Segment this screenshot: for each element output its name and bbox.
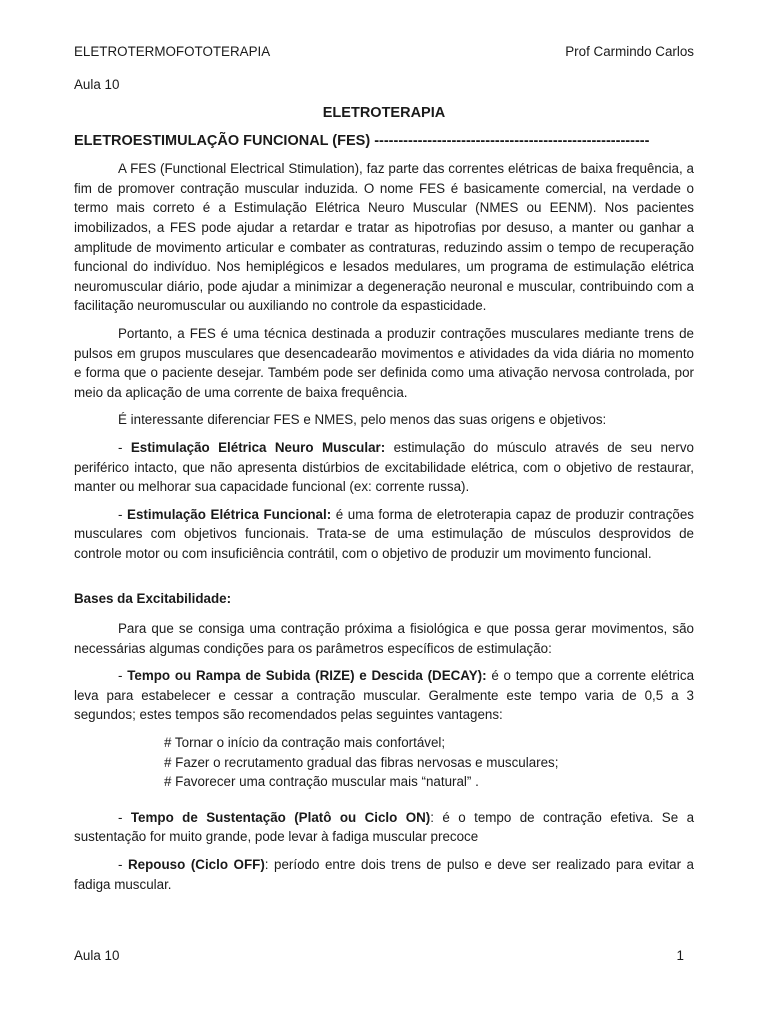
paragraph-fes-intro: A FES (Functional Electrical Stimulation), faz parte das correntes elétricas de baixa frequência, a fim de promover contração muscular induzida. O nome FES é basicamente comercial, na verdade o termo mais correto é a Estimulação Elétrica Neuro Muscular (NMES ou EENM). Nos pacientes imobilizados, a FES pode ajudar a retardar e tratar as hipotrofias por desuso, a manter ou ganhar a amplitude de movimento articular e combater as contraturas, reduzindo assim o tempo de recuperação funcional do indivíduo. Nos hemiplégicos e lesados medulares, um programa de estimulação elétrica neuromuscular diário, pode ajudar a minimizar a degeneração neuronal e muscular, contribuindo com a facilitação neuromuscular ou auxiliando no controle da espasticidade. [74,161,694,314]
advantages-list [164,733,694,792]
term-rest: Repouso (Ciclo OFF) [128,857,265,872]
dash: - [118,668,128,684]
paragraph-fes-definition: Portanto, a FES é uma técnica destinada a produzir contrações musculares mediante trens de pulsos em grupos musculares que desencadearão movimentos e atividades da vida diária no momento e forma que o paciente desejar. Também pode ser definida como uma ativação nervosa controlada, por meio da aplicação de uma corrente de baixa frequência. [74,325,694,400]
lesson-label: Aula 10 [74,77,120,92]
footer-lesson: Aula 10 [74,948,120,963]
header-course-title: ELETROTERMOFOTOTERAPIA [74,44,271,59]
paragraph-plateau [74,808,694,847]
section-heading: ELETROESTIMULAÇÃO FUNCIONAL (FES) --------------------------------------------------------- [74,132,650,149]
paragraph-nmes [74,438,694,497]
paragraph-rest [74,855,694,894]
definition-ramp: é o tempo que a corrente elétrica leva para estabelecer e cessar a contração muscular. Geralmente este tempo varia de 0,5 a 3 segundos; estes tempos são recomendados pelas seguintes vantagens: [74,668,695,723]
list-item: # Favorecer uma contração muscular mais “natural” . [164,774,479,790]
dash: - [118,809,131,825]
term-nmes: Estimulação Elétrica Neuro Muscular: [130,439,386,455]
page-title: ELETROTERAPIA [322,105,446,121]
subsection-heading: Bases da Excitabilidade: [74,591,232,607]
paragraph-ramp [74,666,694,725]
definition-nmes: estimulação do músculo através de seu nervo periférico intacto, que não apresenta distúrbios de excitabilidade elétrica, com o objetivo de restaurar, manter ou melhorar sua capacidade funcional (ex: corrente russa). [74,439,694,495]
term-plateau: Tempo de Sustentação (Platô ou Ciclo ON) [130,809,431,825]
paragraph-conditions: Para que se consiga uma contração próxima a fisiológica e que possa gerar movimentos, são necessárias algumas condições para os parâmetros específicos de estimulação: [74,621,694,656]
term-ramp: Tempo ou Rampa de Subida (RIZE) e Descida (DECAY): [127,668,487,684]
dash: - [118,857,128,872]
definition-eef: é uma forma de eletroterapia capaz de produzir contrações musculares com objetivos funcionais. Trata-se de uma estimulação de músculos desprovidos de controle motor ou com insuficiência contrátil, com o objetivo de produzir um movimento funcional. [74,506,694,561]
dash: - [118,506,128,522]
paragraph-differentiate: É interessante diferenciar FES e NMES, pelo menos das suas origens e objetivos: [118,412,607,428]
header-professor: Prof Carmindo Carlos [565,44,694,59]
definition-plateau: : é o tempo de contração efetiva. Se a sustentação for muito grande, pode levar à fadiga muscular precoce [74,809,695,845]
paragraph-eef [74,505,694,564]
term-eef: Estimulação Elétrica Funcional: [127,506,332,522]
list-item: # Tornar o início da contração mais confortável; [164,735,446,751]
page-number: 1 [676,948,684,963]
dash: - [118,439,131,455]
document-body [74,104,694,902]
definition-rest: : período entre dois trens de pulso e deve ser realizado para evitar a fadiga muscular. [74,857,694,892]
list-item: # Fazer o recrutamento gradual das fibras nervosas e musculares; [164,754,559,770]
